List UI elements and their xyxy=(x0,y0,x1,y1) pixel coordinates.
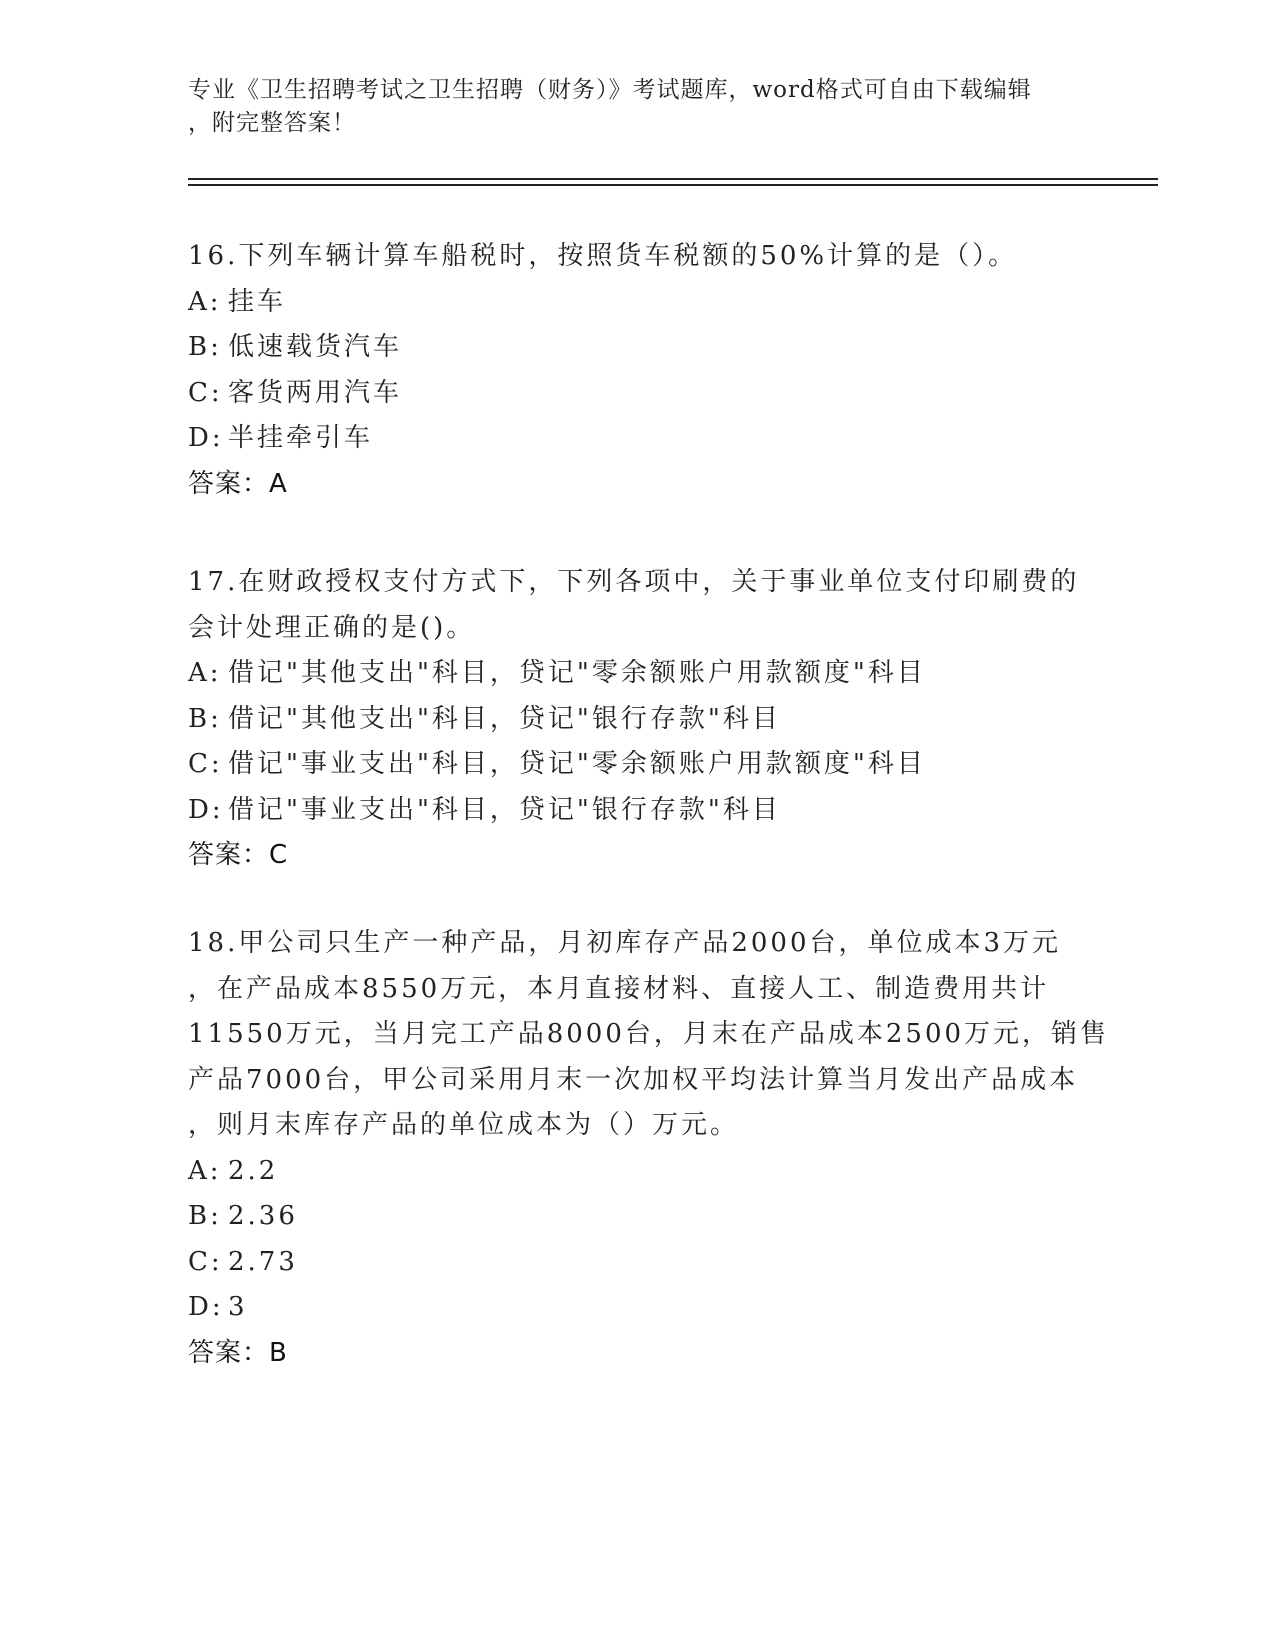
option-a xyxy=(188,1149,1088,1195)
option-d xyxy=(188,1285,1088,1331)
option-letter: A: xyxy=(188,1155,222,1186)
header-line-2: ，附完整答案！ xyxy=(188,110,356,136)
option-letter: C: xyxy=(188,749,223,779)
option-text: 借记"事业支出"科目，贷记"零余额账户用款额度"科目 xyxy=(228,749,926,779)
question-stem-line: 17.在财政授权支付方式下，下列各项中，关于事业单位支付印刷费的 xyxy=(188,567,1080,597)
header-line-1: 专业《卫生招聘考试之卫生招聘（财务）》考试题库，word格式可自由下载编辑 xyxy=(188,77,1032,103)
option-d xyxy=(188,788,1088,834)
question-stem-line: 产品7000台，甲公司采用月末一次加权平均法计算当月发出产品成本 xyxy=(188,1064,1079,1095)
answer-line: 答案：B xyxy=(188,1337,288,1368)
option-letter: D: xyxy=(188,1292,224,1322)
option-c xyxy=(188,1240,1088,1286)
question-stem-line: 会计处理正确的是()。 xyxy=(188,612,476,643)
question-18 xyxy=(188,921,1110,1376)
option-b xyxy=(188,1194,1088,1240)
question-stem-line: ，在产品成本8550万元，本月直接材料、直接人工、制造费用共计 xyxy=(188,973,1050,1004)
option-text: 半挂牵引车 xyxy=(228,423,374,453)
option-a xyxy=(188,280,1088,326)
question-stem-line: 18.甲公司只生产一种产品，月初库存产品2000台，单位成本3万元 xyxy=(188,928,1062,958)
document-header xyxy=(188,74,1078,140)
option-text: 2.2 xyxy=(228,1155,279,1186)
header-divider-bottom xyxy=(188,184,1158,186)
option-c xyxy=(188,371,1088,417)
option-letter: A: xyxy=(188,658,222,688)
answer-line: 答案：C xyxy=(188,840,289,870)
option-letter: C: xyxy=(188,1246,223,1277)
question-stem-line: 16.下列车辆计算车船税时，按照货车税额的50%计算的是（）。 xyxy=(188,241,1018,271)
option-text: 借记"事业支出"科目，贷记"银行存款"科目 xyxy=(228,794,781,825)
option-b xyxy=(188,697,1088,743)
option-text: 借记"其他支出"科目，贷记"零余额账户用款额度"科目 xyxy=(228,658,926,688)
option-text: 低速载货汽车 xyxy=(228,332,403,362)
option-a xyxy=(188,651,1088,697)
answer-line: 答案：A xyxy=(188,468,288,499)
option-text: 3 xyxy=(228,1292,248,1322)
option-letter: D: xyxy=(188,423,224,453)
question-stem-line: ，则月末库存产品的单位成本为（）万元。 xyxy=(188,1110,740,1140)
option-letter: C: xyxy=(188,377,223,408)
question-stem-line: 11550万元，当月完工产品8000台，月末在产品成本2500万元，销售 xyxy=(188,1019,1110,1049)
option-text: 挂车 xyxy=(228,286,287,317)
option-d xyxy=(188,416,1088,462)
question-17 xyxy=(188,560,1088,879)
option-letter: D: xyxy=(188,794,224,825)
option-c xyxy=(188,742,1088,788)
option-text: 2.73 xyxy=(228,1246,298,1277)
option-text: 客货两用汽车 xyxy=(228,377,403,408)
option-text: 借记"其他支出"科目，贷记"银行存款"科目 xyxy=(228,703,781,734)
option-text: 2.36 xyxy=(228,1201,298,1231)
option-b xyxy=(188,325,1088,371)
option-letter: A: xyxy=(188,286,222,317)
option-letter: B: xyxy=(188,1201,222,1231)
question-16 xyxy=(188,234,1088,507)
header-divider-top xyxy=(188,178,1158,180)
option-letter: B: xyxy=(188,703,222,734)
option-letter: B: xyxy=(188,332,222,362)
